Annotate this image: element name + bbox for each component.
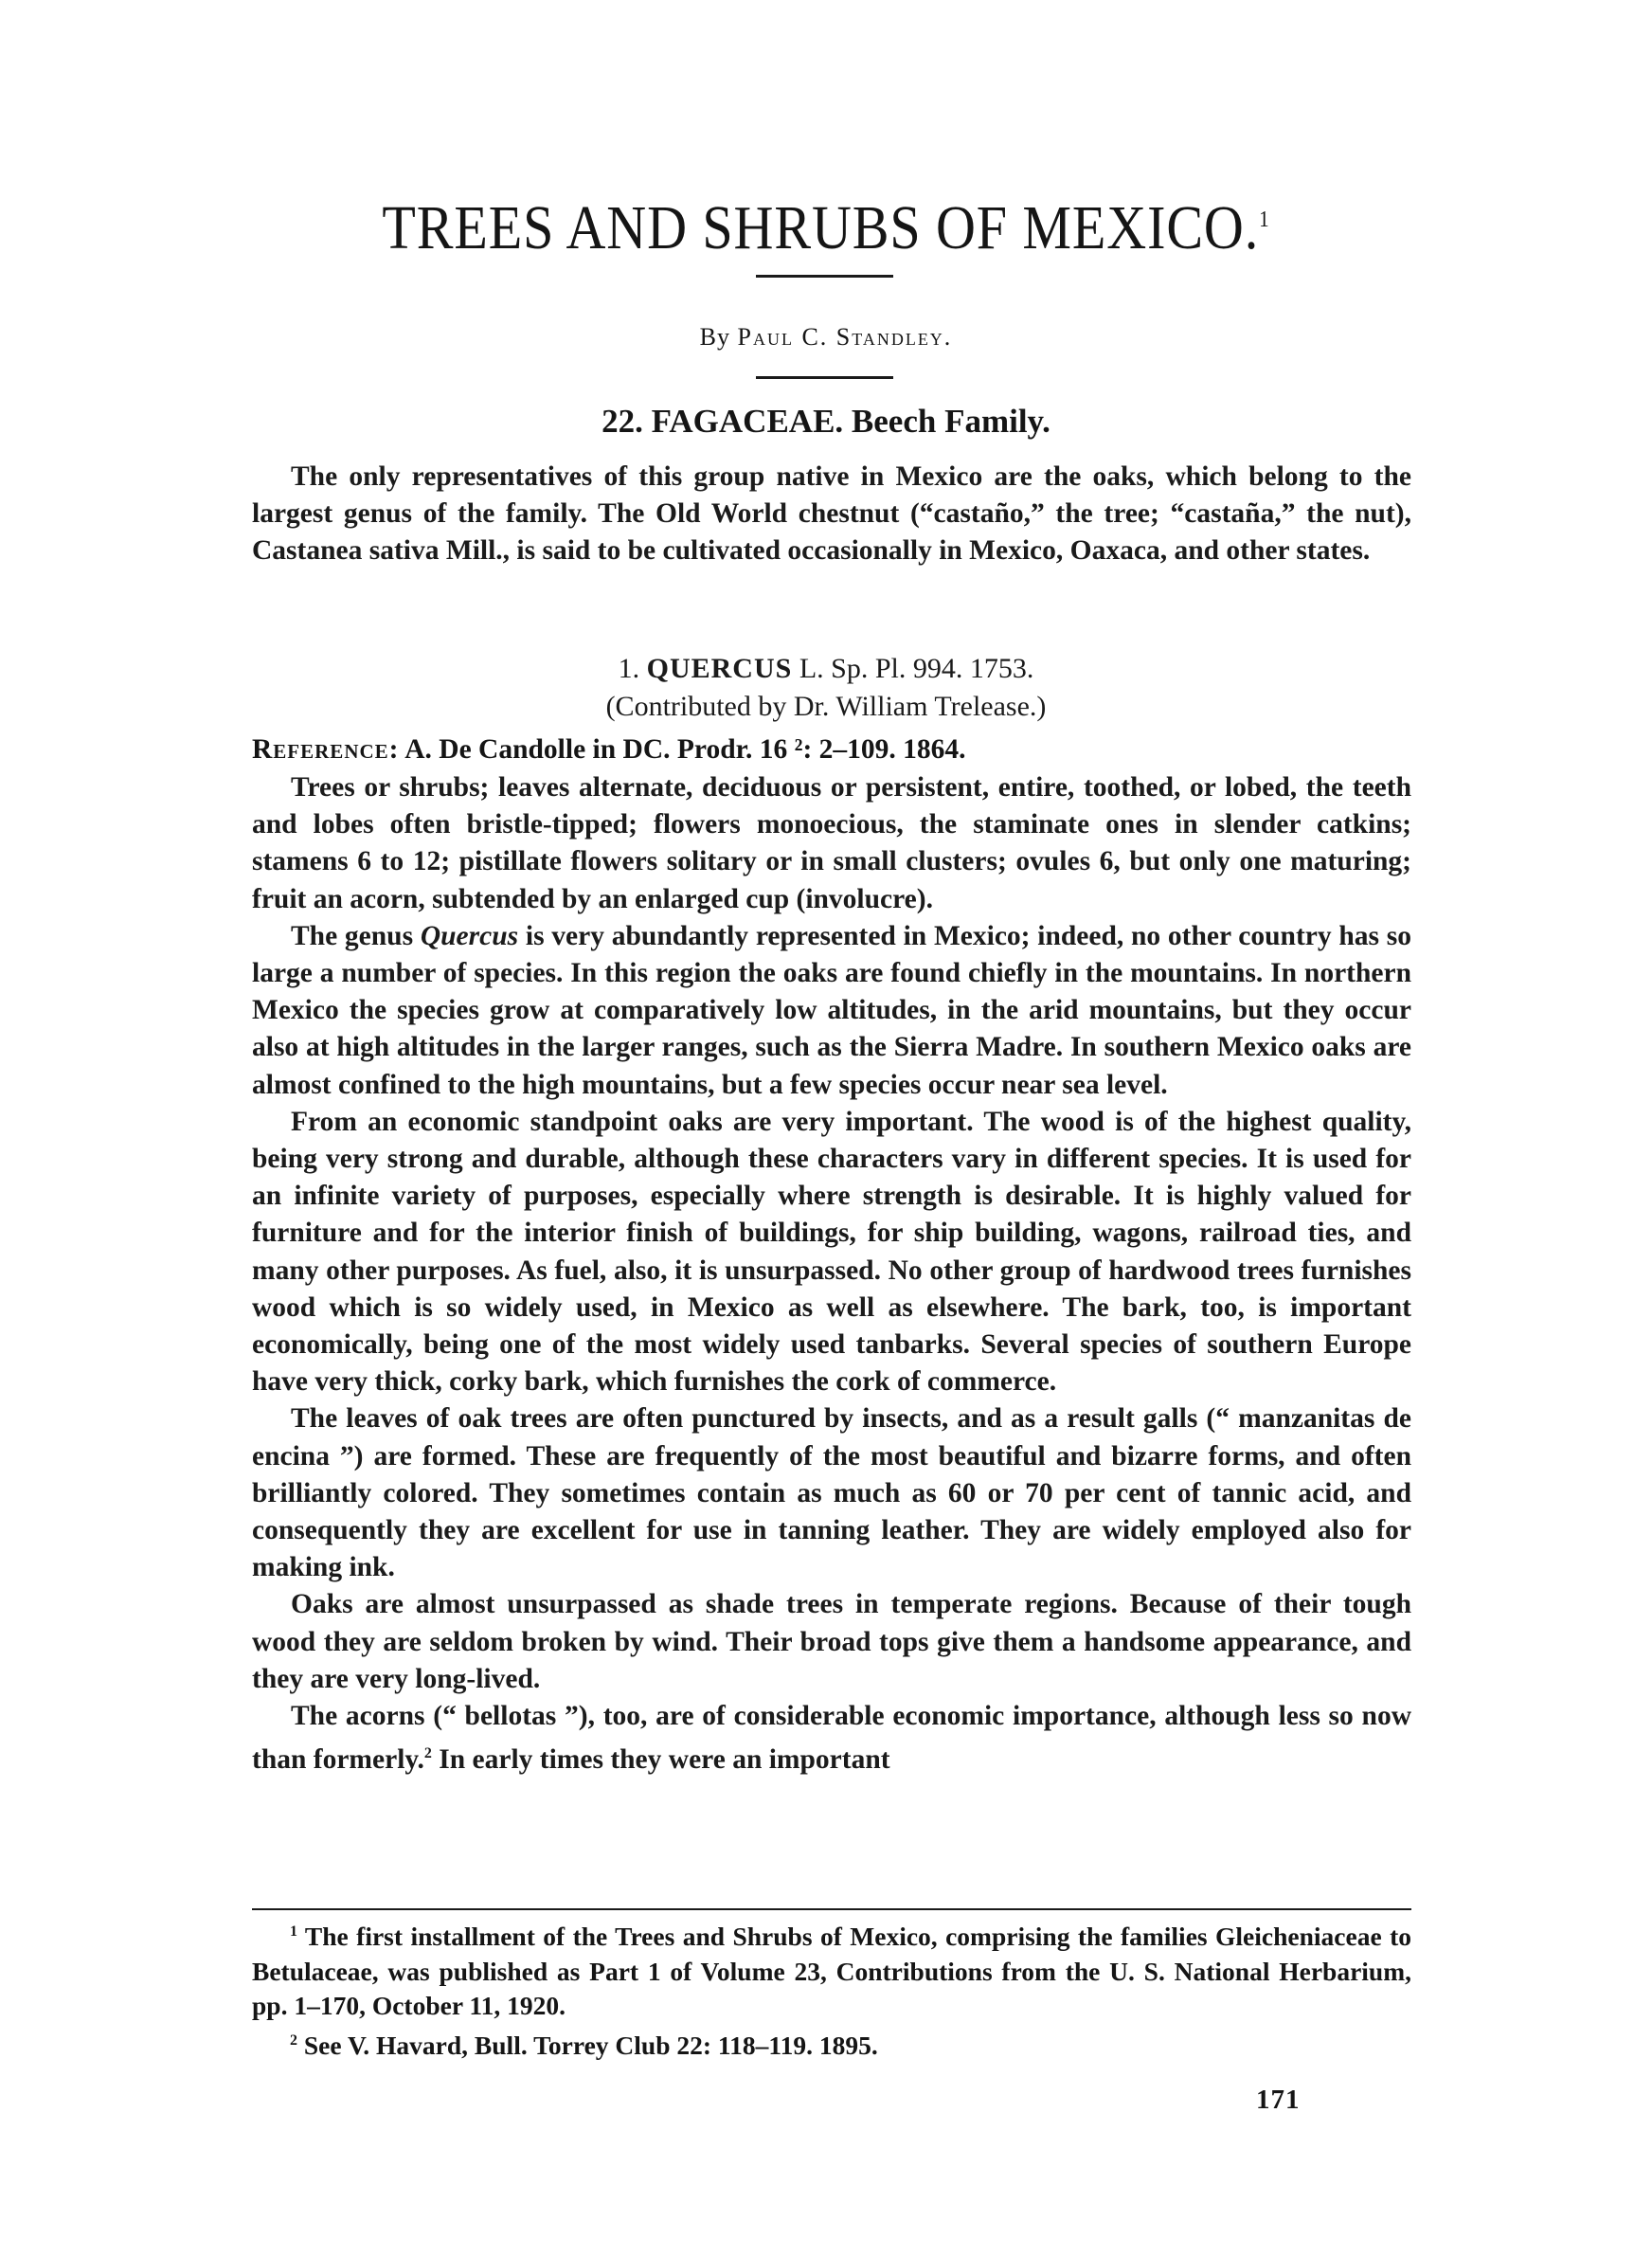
byline-prefix: By <box>699 323 731 351</box>
byline <box>0 323 1652 352</box>
byline-rule <box>756 376 893 379</box>
paragraph-economic: From an economic standpoint oaks are very important. The wood is of the highest quality, being very strong and durable, although these characters vary in different species. It is used for an infinite variety of purposes, especially where strength is desirable. It is highly valued for furniture and for the interior finish of buildings, for ship building, wagons, railroad ties, and many other purposes. As fuel, also, it is unsurpassed. No other group of hardwood trees furnishes wood which is so widely used, in Mexico as well as elsewhere. The bark, too, is important economically, being one of the most widely used tanbarks. Several species of southern Europe have very thick, corky bark, which furnishes the cork of commerce. <box>252 1106 1411 1398</box>
footnote-2-text: See V. Havard, Bull. Torrey Club 22: 118–119. 1895. <box>303 2030 878 2060</box>
reference-text: A. De Candolle in DC. Prodr. 16 ²: 2–109. 1864. <box>404 734 966 765</box>
family-intro <box>252 459 1411 570</box>
reference-line <box>252 731 1411 768</box>
genus-name: QUERCUS <box>646 653 793 684</box>
title-rule <box>756 275 893 278</box>
title-text: TREES AND SHRUBS OF MEXICO. <box>382 193 1260 262</box>
genus-line <box>0 651 1652 687</box>
genus-italic: Quercus <box>420 920 519 951</box>
family-intro-paragraph: The only representatives of this group native in Mexico are the oaks, which belong to the largest genus of the family. The Old World chestnut (“castaño,” the tree; “castaña,” the nut), Castanea sativa Mill., is said to be cultivated occasionally in Mexico, Oaxaca, and other states. <box>252 461 1411 567</box>
byline-author: Paul C. Standley. <box>737 323 953 351</box>
footnote-1-mark: 1 <box>290 1923 297 1940</box>
paragraph-distribution <box>252 918 1411 1104</box>
footnotes <box>252 1915 1411 2063</box>
paragraph-distribution-rest: is very abundantly represented in Mexico; indeed, no other country has so large a number of species. In this region the oaks are found chiefly in the mountains. In northern Mexico the species grow at comparatively low altitudes, in the arid mountains, but they occur also at high altitudes in the larger ranges, such as the Sierra Madre. In southern Mexico oaks are almost confined to the high mountains, but a few species occur near sea level. <box>252 920 1412 1100</box>
paragraph-description: Trees or shrubs; leaves alternate, deciduous or persistent, entire, toothed, or lobed, the teeth and lobes often bristle-tipped; flowers monoecious, the staminate ones in slender catkins; stamens 6 to 12; pistillate flowers solitary or in small clusters; ovules 6, but only one maturing; fruit an acorn, subtended by an enlarged cup (involucre). <box>252 772 1411 914</box>
footnote-ref-2: 2 <box>423 1745 432 1762</box>
genus-number: 1. <box>618 653 640 684</box>
paragraph-galls: The leaves of oak trees are often punctured by insects, and as a result galls (“ manzanitas de encina ”) are formed. These are frequently of the most beautiful and bizarre forms, and often brilliantly colored. They sometimes contain as much as 60 or 70 per cent of tannic acid, and consequently they are excellent for use in tanning leather. They are widely employed also for making ink. <box>252 1403 1411 1583</box>
footnote-1 <box>252 1915 1411 2024</box>
paragraph-acorns-rest: In early times they were an important <box>431 1744 890 1776</box>
footnote-2-mark: 2 <box>290 2031 297 2049</box>
page-number: 171 <box>1256 2085 1301 2115</box>
family-heading: 22. FAGACEAE. Beech Family. <box>602 403 1050 440</box>
genus-citation: L. Sp. Pl. 994. 1753. <box>799 653 1034 684</box>
paragraph-acorns <box>252 1698 1411 1779</box>
footnote-rule <box>252 1908 1411 1910</box>
page-title <box>99 192 1553 264</box>
footnote-1-text: The first installment of the Trees and Shrubs of Mexico, comprising the families Gleicheniaceae to Betulaceae, was published as Part 1 of Volume 23, Contributions from the U. S. National Herbarium, pp. 1–170, October 11, 1920. <box>252 1922 1411 2021</box>
title-footnote-mark: 1 <box>1259 208 1270 232</box>
footnote-2 <box>252 2024 1411 2064</box>
contributor-line: (Contributed by Dr. William Trelease.) <box>605 691 1047 722</box>
reference-label: Reference: <box>252 734 400 765</box>
paragraph-shade: Oaks are almost unsurpassed as shade trees in temperate regions. Because of their tough wood they are seldom broken by wind. Their broad tops give them a handsome appearance, and they are very long-lived. <box>252 1589 1411 1694</box>
main-body <box>252 769 1411 1779</box>
paragraph-distribution-start: The genus <box>291 920 414 951</box>
paragraph-acorns-start: The acorns (“ bellotas ”), too, are of considerable economic importance, although less so now than formerly. <box>252 1701 1411 1776</box>
